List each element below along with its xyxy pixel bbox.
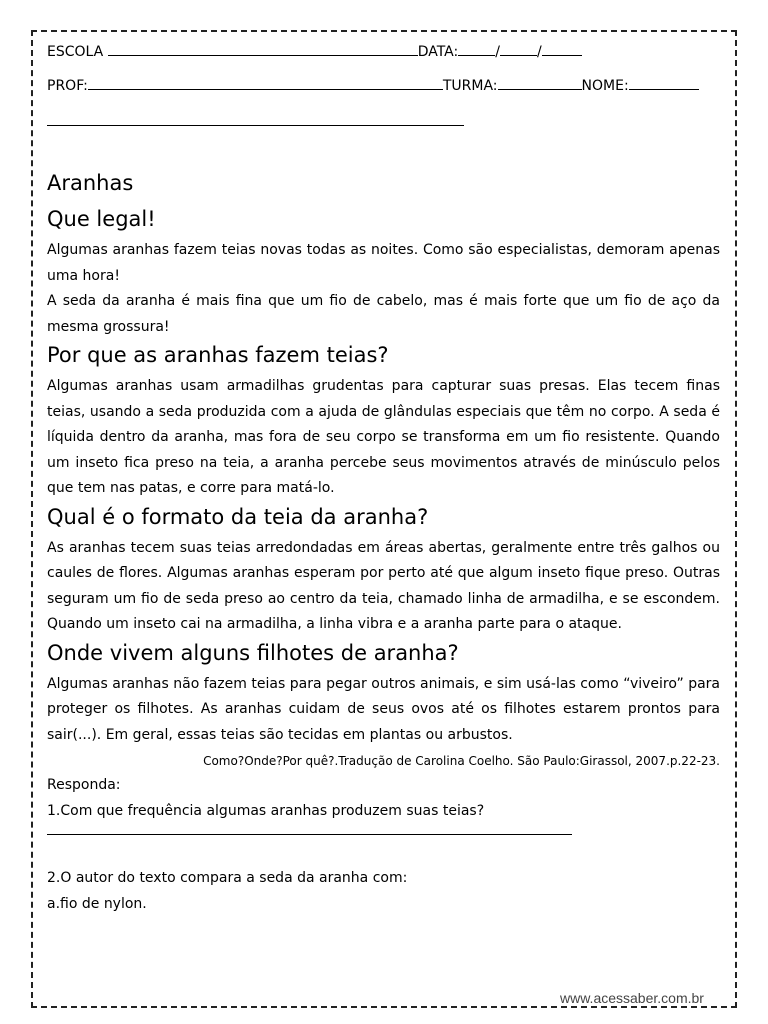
section-filhotes	[47, 638, 720, 749]
nome-field[interactable]	[629, 89, 699, 90]
nome-field-continuation[interactable]	[47, 125, 464, 126]
section-heading: Que legal!	[47, 207, 156, 231]
date-month-field[interactable]	[500, 55, 537, 56]
source-reference: Como?Onde?Por quê?.Tradução de Carolina Coelho. São Paulo:Girassol, 2007.p.22-23.	[203, 754, 720, 768]
prof-label: PROF:	[47, 78, 88, 94]
header-row-continuation	[47, 114, 464, 130]
paragraph: Algumas aranhas usam armadilhas grudentas para capturar suas presas. Elas tecem finas teias, usando a seda produzida com a ajuda de glândulas especiais que têm no corpo. A seda é líquida dentro da aranha, mas fora de seu corpo se transforma em um fio resistente. Quando um inseto fica preso na teia, a aranha percebe seus movimentos através de minúsculo pelos que tem nas patas, e corre para matá-lo.	[47, 378, 720, 496]
date-slash-2: /	[536, 44, 542, 60]
page-title: Aranhas	[47, 171, 134, 195]
section-heading: Por que as aranhas fazem teias?	[47, 343, 389, 367]
data-label: DATA:	[417, 44, 459, 60]
header-row-escola	[47, 44, 582, 60]
paragraph: A seda da aranha é mais fina que um fio de cabelo, mas é mais forte que um fio de aço da mesma grossura!	[47, 293, 720, 335]
question-2: 2.O autor do texto compara a seda da aranha com:	[47, 870, 408, 886]
escola-field[interactable]	[108, 55, 418, 56]
section-por-que	[47, 340, 720, 502]
paragraph: As aranhas tecem suas teias arredondadas em áreas abertas, geralmente entre três galhos ou caules de flores. Algumas aranhas esperam por perto até que algum inseto fique preso. Outras seguram um fio de seda preso ao centro da teia, chamado linha de armadilha, e se escondem. Quando um inseto cai na armadilha, a linha vibra e a aranha parte para o ataque.	[47, 539, 720, 632]
date-year-field[interactable]	[542, 55, 582, 56]
answer-line-1[interactable]	[47, 824, 572, 835]
turma-field[interactable]	[498, 89, 582, 90]
date-day-field[interactable]	[458, 55, 495, 56]
section-heading: Onde vivem alguns filhotes de aranha?	[47, 640, 459, 665]
prof-field[interactable]	[88, 89, 443, 90]
section-que-legal	[47, 204, 720, 340]
responda-label: Responda:	[47, 777, 121, 793]
section-heading: Qual é o formato da teia da aranha?	[47, 504, 429, 529]
section-formato	[47, 502, 720, 638]
escola-label: ESCOLA	[47, 44, 104, 60]
main-content	[47, 168, 720, 917]
nome-label: NOME:	[581, 78, 629, 94]
turma-label: TURMA:	[442, 78, 498, 94]
header-row-prof	[47, 78, 699, 94]
site-footer: www.acessaber.com.br	[560, 990, 704, 1006]
paragraph: Algumas aranhas não fazem teias para pegar outros animais, e sim usá-las como “viveiro” para proteger os filhotes. As aranhas cuidam de seus ovos até os filhotes estarem prontos para sair(...). Em geral, essas teias são tecidas em plantas ou arbustos.	[47, 675, 720, 743]
question-1: 1.Com que frequência algumas aranhas produzem suas teias?	[47, 803, 485, 819]
paragraph: Algumas aranhas fazem teias novas todas as noites. Como são especialistas, demoram apenas uma hora!	[47, 242, 720, 284]
date-slash-1: /	[495, 44, 500, 60]
question-2-option-a: a.fio de nylon.	[47, 896, 147, 912]
